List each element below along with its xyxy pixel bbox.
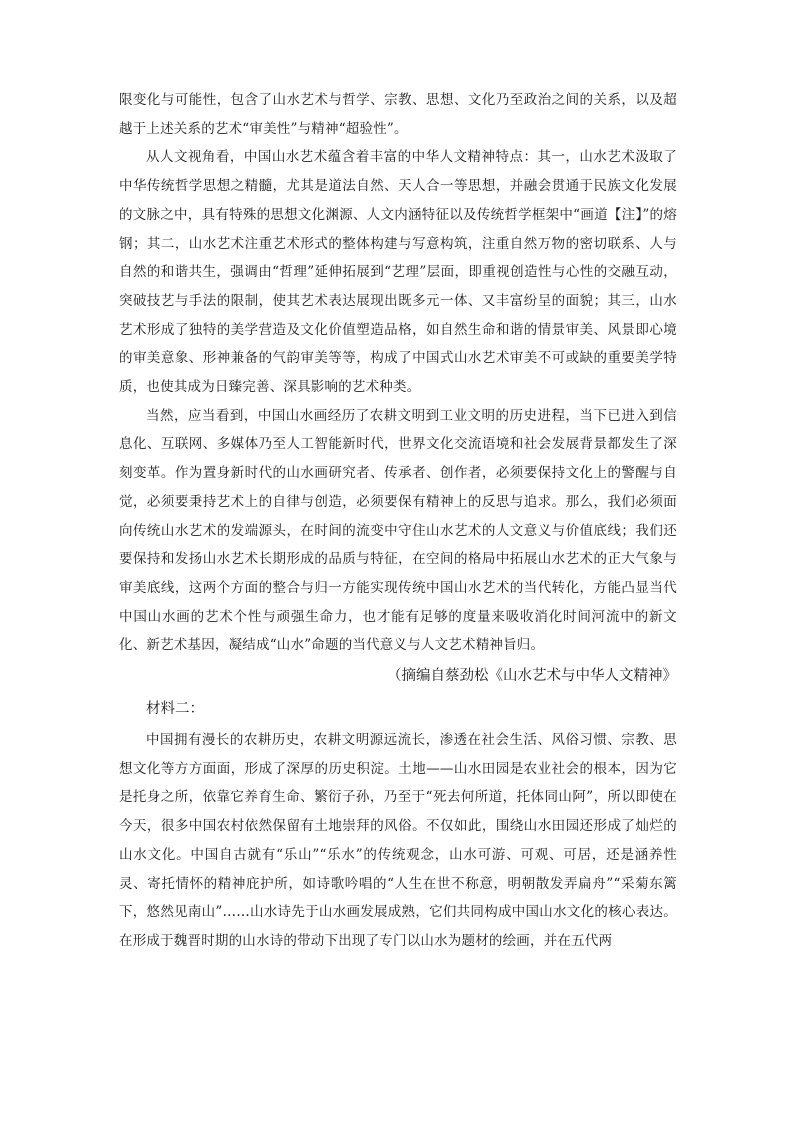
paragraph-agrarian-history: 中国拥有漫长的农耕历史，农耕文明源远流长，渗透在社会生活、风俗习惯、宗教、思想文化等方方面面，形成了深厚的历史积淀。土地——山水田园是农业社会的根本，因为它是托身之所，依靠它养育生命、繁衍子孙，乃至于“死去何所道，托体同山阿”，所以即使在今天，很多中国农村依然保留有土地崇拜的风俗。不仅如此，围绕山水田园还形成了灿烂的山水文化。中国自古就有“乐山”“乐水”的传统观念，山水可游、可观、可居，还是涵养性灵、寄托情怀的精神庇护所，如诗歌吟唱的“人生在世不称意，明朝散发弄扁舟”“采菊东篱下，悠然见南山”……山水诗先于山水画发展成熟，它们共同构成中国山水文化的核心表达。在形成于魏晋时期的山水诗的带动下出现了专门以山水为题材的绘画，并在五代两 [119, 732, 677, 949]
document-page [119, 86, 677, 956]
paragraph-humanistic-perspective: 从人文视角看，中国山水艺术蕴含着丰富的中华人文精神特点：其一，山水艺术汲取了中华传统哲学思想之精髓，尤其是道法自然、天人合一等思想，并融会贯通于民族文化发展的文脉之中，具有特殊的思想文化渊源、人文内涵特征以及传统哲学框架中“画道【注】”的熔钢；其二，山水艺术注重艺术形式的整体构建与写意构筑，注重自然万物的密切联系、人与自然的和谐共生，强调由“哲理”延伸拓展到“艺理”层面，即重视创造性与心性的交融互动，突破技艺与手法的限制，使其艺术表达展现出既多元一体、又丰富纷呈的面貌；其三，山水艺术形成了独特的美学营造及文化价值塑造品格，如自然生命和谐的情景审美、风景即心境的审美意象、形神兼备的气韵审美等等，构成了中国式山水艺术审美不可或缺的重要美学特质，也使其成为日臻完善、深具影响的艺术种类。 [119, 149, 677, 396]
paragraph-however: 当然，应当看到，中国山水画经历了农耕文明到工业文明的历史进程，当下已进入到信息化、互联网、多媒体乃至人工智能新时代，世界文化交流语境和社会发展背景都发生了深刻变革。作为置身新时代的山水画研究者、传承者、创作者，必须要保持文化上的警醒与自觉，必须要秉持艺术上的自律与创造，必须要保有精神上的反思与追求。那么，我们必须面向传统山水艺术的发端源头，在时间的流变中守住山水艺术的人文意义与价值底线；我们还要保持和发扬山水艺术长期形成的品质与特征，在空间的格局中拓展山水艺术的正大气象与审美底线，这两个方面的整合与归一方能实现传统中国山水艺术的当代转化，方能凸显当代中国山水画的艺术个性与顽强生命力，也才能有足够的度量来吸收消化时间河流中的新文化、新艺术基因，凝结成“山水”命题的当代意义与人文艺术精神旨归。 [119, 407, 677, 654]
source-citation: （摘编自蔡劲松《山水艺术与中华人文精神》 [387, 668, 677, 685]
material-two-heading: 材料二： [146, 701, 204, 718]
paragraph-continued: 限变化与可能性，包含了山水艺术与哲学、宗教、思想、文化乃至政治之间的关系，以及超越于上述关系的艺术“审美性”与精神“超验性”。 [119, 92, 677, 137]
